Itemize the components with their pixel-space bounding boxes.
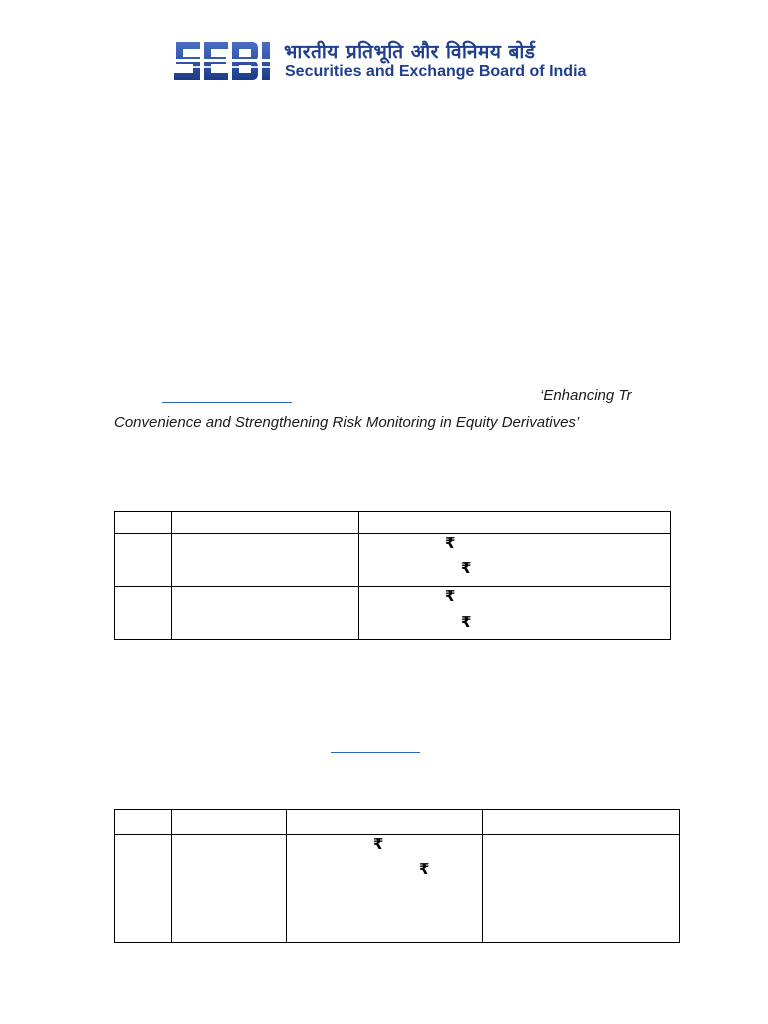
table-row xyxy=(115,810,680,835)
table-header-cell xyxy=(172,810,287,835)
table-cell xyxy=(115,534,172,587)
reference-text-line2: Convenience and Strengthening Risk Monitoring in Equity Derivatives’ xyxy=(114,414,580,431)
table-header-cell xyxy=(115,512,172,534)
table-cell xyxy=(115,835,172,943)
hyperlink-underline[interactable] xyxy=(331,752,420,753)
rupee-symbol: ₹ xyxy=(373,835,384,853)
table-row xyxy=(115,512,671,534)
table-cell xyxy=(172,534,359,587)
table-cell xyxy=(287,835,483,943)
table-row xyxy=(115,835,680,943)
table-cell xyxy=(483,835,680,943)
sebi-logo-mark-icon xyxy=(172,36,278,86)
sebi-logo xyxy=(172,36,598,86)
rupee-symbol: ₹ xyxy=(461,613,472,631)
rupee-symbol: ₹ xyxy=(445,587,456,605)
table-row xyxy=(115,534,671,587)
rupee-symbol: ₹ xyxy=(419,860,430,878)
table-header-cell xyxy=(172,512,359,534)
table-2 xyxy=(114,809,680,943)
table-cell xyxy=(359,587,671,640)
table-cell xyxy=(172,835,287,943)
rupee-symbol: ₹ xyxy=(461,559,472,577)
table-header-cell xyxy=(115,810,172,835)
table-cell xyxy=(115,587,172,640)
table-header-cell xyxy=(483,810,680,835)
table-cell xyxy=(359,534,671,587)
logo-english-name: Securities and Exchange Board of India xyxy=(285,63,587,80)
table-cell xyxy=(172,587,359,640)
table-row xyxy=(115,587,671,640)
rupee-symbol: ₹ xyxy=(445,534,456,552)
table-1 xyxy=(114,511,671,640)
reference-text-line1: ‘Enhancing Tr xyxy=(540,387,632,404)
hyperlink-underline[interactable] xyxy=(162,402,292,403)
table-header-cell xyxy=(287,810,483,835)
logo-hindi-name: भारतीय प्रतिभूति और विनिमय बोर्ड xyxy=(284,41,536,63)
table-header-cell xyxy=(359,512,671,534)
